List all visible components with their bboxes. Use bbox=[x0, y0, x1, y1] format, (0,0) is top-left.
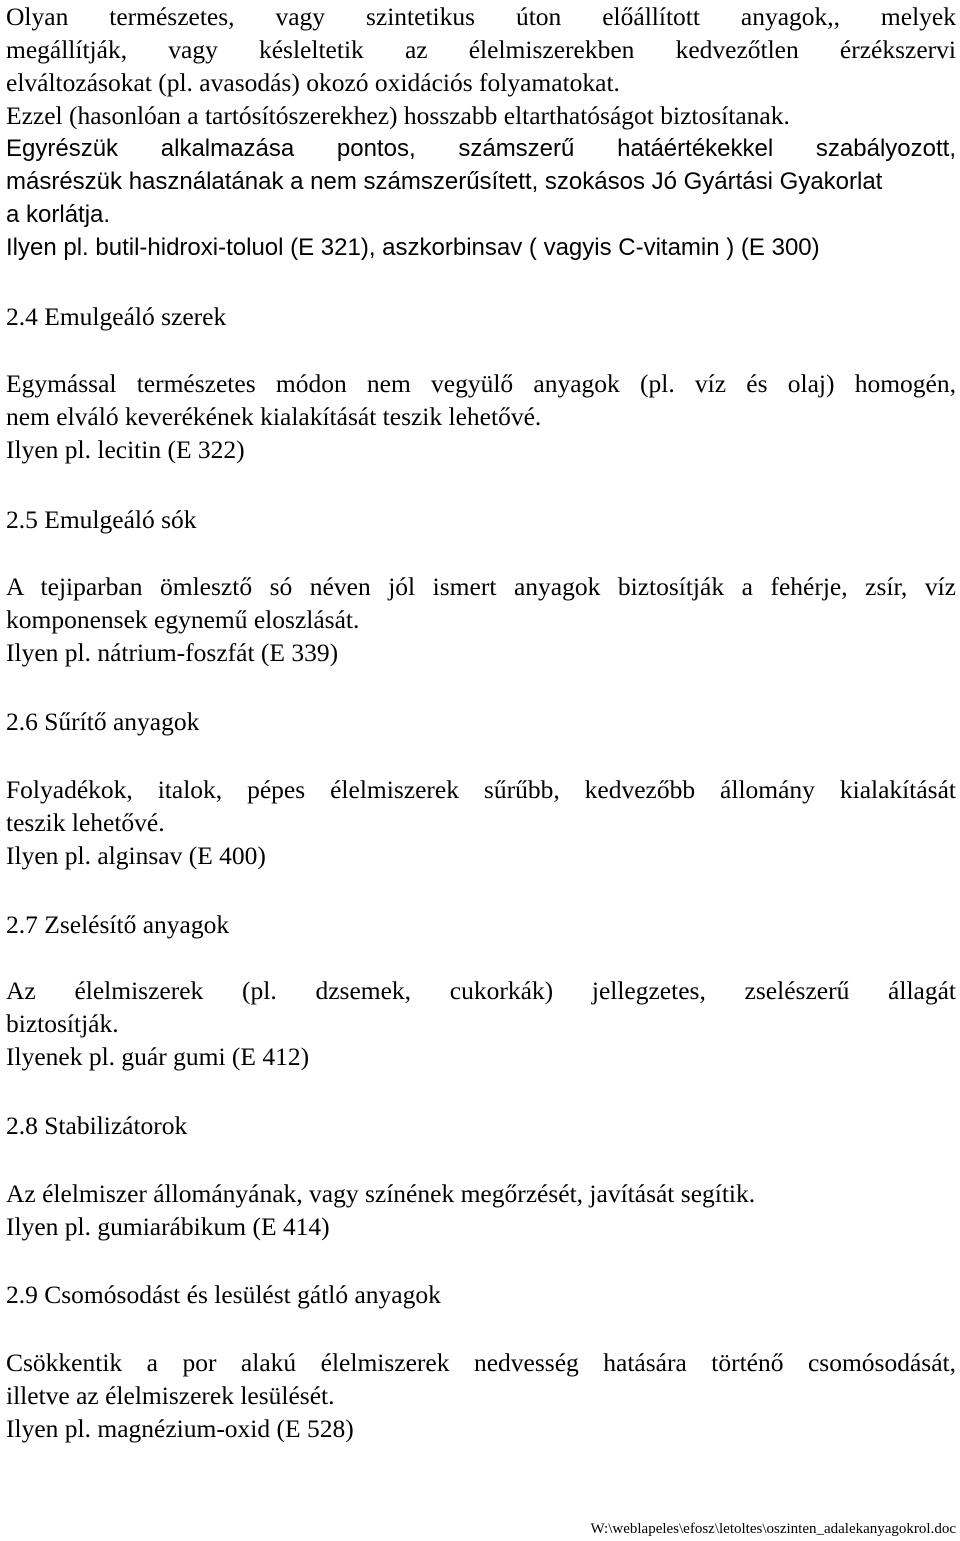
section-body bbox=[6, 570, 956, 669]
section-line: Egymással természetes módon nem vegyülő anyagok (pl. víz és olaj) homogén, bbox=[6, 369, 956, 398]
section-example: Ilyenek pl. guár gumi (E 412) bbox=[6, 1042, 310, 1071]
footer-file-path: W:\weblapeles\efosz\letoltes\oszinten_adalekanyagokrol.doc bbox=[590, 1521, 956, 1537]
intro-line: Ezzel (hasonlóan a tartósítószerekhez) hosszabb eltarthatóságot biztosítanak. bbox=[6, 101, 790, 130]
intro-line: Olyan természetes, vagy szintetikus úton előállított anyagok,, melyek bbox=[6, 2, 956, 31]
intro-sans-paragraph bbox=[6, 132, 956, 264]
intro-line: megállítják, vagy késleltetik az élelmiszerekben kedvezőtlen érzékszervi bbox=[6, 35, 956, 64]
section-line: Az élelmiszerek (pl. dzsemek, cukorkák) jellegzetes, zselészerű állagát bbox=[6, 976, 956, 1005]
section-heading: 2.9 Csomósodást és lesülést gátló anyagok bbox=[6, 1280, 441, 1309]
section-line: nem elváló keverékének kialakítását teszik lehetővé. bbox=[6, 402, 542, 431]
intro-paragraph bbox=[6, 0, 956, 132]
section-line: illetve az élelmiszerek lesülését. bbox=[6, 1381, 335, 1410]
section-line: biztosítják. bbox=[6, 1009, 119, 1038]
section-line: A tejiparban ömlesztő só néven jól ismert anyagok biztosítják a fehérje, zsír, víz bbox=[6, 572, 956, 601]
section-body bbox=[6, 974, 956, 1073]
section-example: Ilyen pl. nátrium-foszfát (E 339) bbox=[6, 638, 339, 667]
section-body bbox=[6, 1177, 956, 1243]
intro-line: elváltozásokat (pl. avasodás) okozó oxidációs folyamatokat. bbox=[6, 68, 620, 97]
intro-sans-line: Egyrészük alkalmazása pontos, számszerű hatáértékekkel szabályozott, bbox=[6, 135, 956, 162]
section-example: Ilyen pl. magnézium-oxid (E 528) bbox=[6, 1414, 354, 1443]
intro-sans-line: Ilyen pl. butil-hidroxi-toluol (E 321), aszkorbinsav ( vagyis C-vitamin ) (E 300) bbox=[6, 234, 820, 261]
section-body bbox=[6, 773, 956, 872]
section-line: Folyadékok, italok, pépes élelmiszerek sűrűbb, kedvezőbb állomány kialakítását bbox=[6, 775, 956, 804]
section-example: Ilyen pl. lecitin (E 322) bbox=[6, 435, 245, 464]
section-heading: 2.4 Emulgeáló szerek bbox=[6, 302, 227, 331]
section-line: Az élelmiszer állományának, vagy színének megőrzését, javítását segítik. bbox=[6, 1179, 756, 1208]
intro-sans-line: másrészük használatának a nem számszerűsített, szokásos Jó Gyártási Gyakorlat bbox=[6, 168, 883, 195]
section-heading: 2.7 Zselésítő anyagok bbox=[6, 910, 230, 939]
section-example: Ilyen pl. gumiarábikum (E 414) bbox=[6, 1212, 330, 1241]
section-heading: 2.8 Stabilizátorok bbox=[6, 1111, 188, 1140]
section-line: Csökkentik a por alakú élelmiszerek nedvesség hatására történő csomósodását, bbox=[6, 1348, 956, 1377]
intro-sans-line: a korlátja. bbox=[6, 201, 111, 228]
section-heading: 2.6 Sűrítő anyagok bbox=[6, 707, 200, 736]
section-body bbox=[6, 1346, 956, 1445]
section-example: Ilyen pl. alginsav (E 400) bbox=[6, 841, 266, 870]
section-body bbox=[6, 367, 956, 466]
section-line: teszik lehetővé. bbox=[6, 808, 165, 837]
section-heading: 2.5 Emulgeáló sók bbox=[6, 505, 197, 534]
section-line: komponensek egynemű eloszlását. bbox=[6, 605, 360, 634]
